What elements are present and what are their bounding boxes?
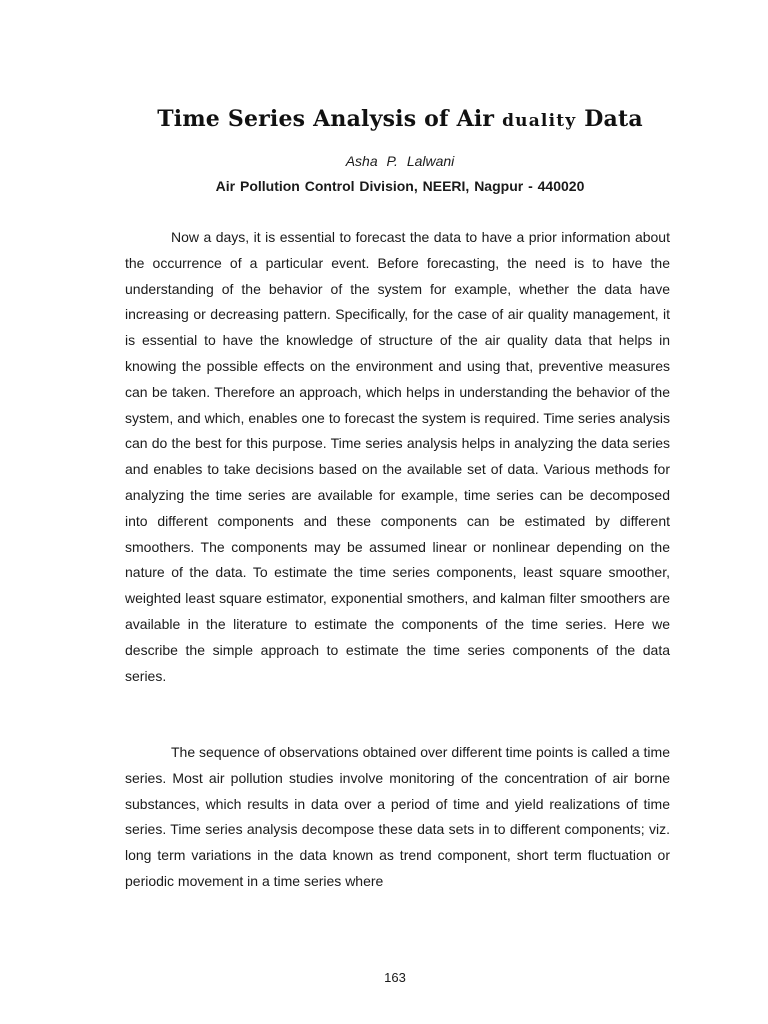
title-part-2: duality xyxy=(502,111,577,131)
title-part-3: Data xyxy=(576,106,643,132)
page-number: 163 xyxy=(384,970,406,985)
author-affiliation: Air Pollution Control Division, NEERI, Nagpur - 440020 xyxy=(215,178,585,194)
body-paragraph-1: Now a days, it is essential to forecast the data to have a prior information about the occurrence of a particular event. Before forecasting, the need is to have the understanding of the behavior of the system for example, whether the data have increasing or decreasing pattern. Specifically, for the case of air quality management, it is essential to have the knowledge of structure of the air quality data that helps in knowing the possible effects on the environment and using that, preventive measures can be taken. Therefore an approach, which helps in understanding the behavior of the system, and which, enables one to forecast the system is required. Time series analysis can do the best for this purpose. Time series analysis helps in analyzing the data series and enables to take decisions based on the available set of data. Various methods for analyzing the time series are available for example, time series can be decomposed into different components and these components can be estimated by different smoothers. The components may be assumed linear or nonlinear depending on the nature of the data. To estimate the time series components, least square smoother, weighted least square estimator, exponential smothers, and kalman filter smoothers are available in the literature to estimate the components of the time series. Here we describe the simple approach to estimate the time series components of the data series. xyxy=(125,229,670,684)
title-part-1: Time Series Analysis of Air xyxy=(157,106,503,132)
paper-title xyxy=(0,106,768,132)
author-name: Asha P. Lalwani xyxy=(345,153,455,169)
body-paragraph-2: The sequence of observations obtained over different time points is called a time series. Most air pollution studies involve monitoring of the concentration of air borne substances, which results in data over a period of time and yield realizations of time series. Time series analysis decompose these data sets in to different components; viz. long term variations in the data known as trend component, short term fluctuation or periodic movement in a time series where xyxy=(125,744,670,889)
